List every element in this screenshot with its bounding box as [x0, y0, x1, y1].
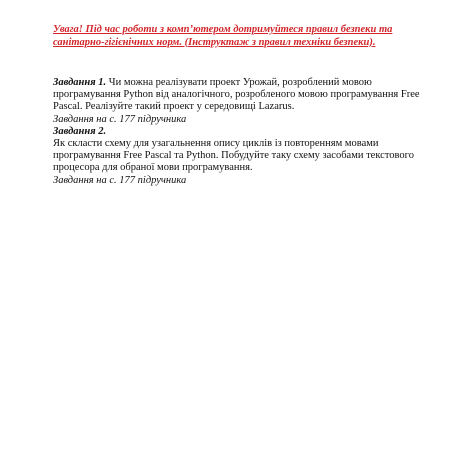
task-1-heading: Завдання 1. [53, 77, 107, 88]
task-2-heading: Завдання 2. [53, 125, 107, 137]
safety-warning: Увага! Під час роботи з комп’ютером дотримуйтеся правил безпеки та санітарно-гігієнічних норм. (Інструктаж з правил техніки безпеки). [53, 24, 393, 48]
document-content [53, 24, 425, 187]
task-1-paragraph [53, 77, 425, 114]
task-2-reference: Завдання на с. 177 підручника [53, 174, 187, 186]
task-2-text: Як скласти схему для узагальнення опису циклів із повторенням мовами програмування Free Pascal та Python. Побудуйте таку схему засобами текстового процесора для обраної мови програмування. [53, 138, 414, 174]
task-1-reference: Завдання на с. 177 підручника [53, 113, 187, 125]
task-1-text: Чи можна реалізувати проект Урожай, розроблений мовою програмування Python від аналогічного, розробленого мовою програмування Free Pascal. Реалізуйте такий проект у середовищі Lazarus. [53, 77, 420, 113]
